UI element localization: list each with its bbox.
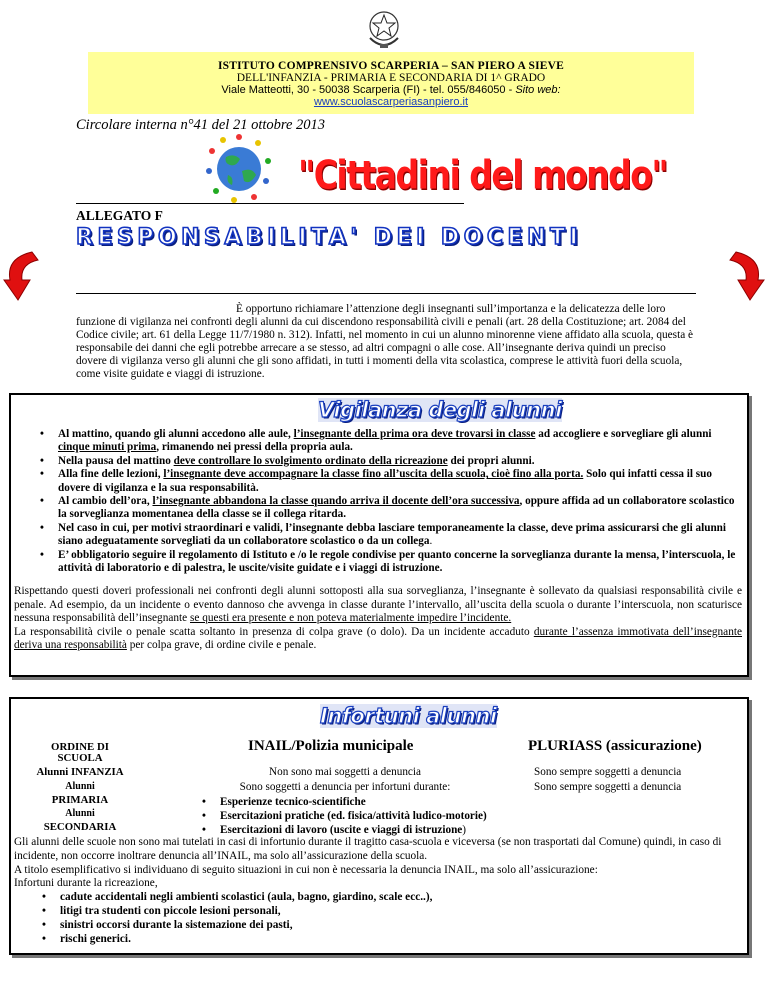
inail-conditions-list — [174, 795, 534, 837]
school-header — [88, 52, 694, 114]
vigilanza-paragraph: Rispettando questi doveri professionali nei confronti degli alunni sottoposti alla sua sorveglianza, l’insegnante è sollevato da qualsiasi responsabilità civile e penale. Ad esempio, da un incidente o evento dannoso che avvenga in classe durante l’intervallo, all’uscita della scuola o durante l’interscuola, non scaturisce nessuna responsabilità dell’insegnante se questi era presente e non poteva materialmente impedire l’incidente. La responsabilità civile o penale scatta soltanto in presenza di colpa grave (o dolo). Da un incidente accaduto durante l’assenza immotivata dell’insegnante deriva una responsabilità per colpa grave, di ordine civile e penale. — [14, 585, 743, 652]
address-text: Viale Matteotti, 30 - 50038 Scarperia (FI) - tel. 055/846050 - — [221, 84, 516, 96]
row-infanzia-inail: Non sono mai soggetti a denuncia — [269, 766, 421, 778]
row-primaria-pluriass: Sono sempre soggetti a denuncia — [534, 781, 682, 793]
website-label: Sito web: — [515, 84, 561, 96]
vigilanza-list — [12, 428, 740, 575]
infortuni-paragraph: Gli alunni delle scuole non sono mai tutelati in casi di infortunio durante il tragitto casa-scuola e viceversa (se non trasportati dal Comune) quindi, in caso di incidente, non occorre inoltrare denuncia all’INAIL, ma solo all’assicurazione della scuola. A titolo esemplificativo si individuano di seguito situazioni in cui non è necessaria la denuncia INAIL, ma solo all’assicurazione: Infortuni durante la ricreazione, — [14, 836, 722, 890]
list-item: • Nella pausa del mattino deve controllare lo svolgimento ordinato della ricreazione dei propri alunni. — [12, 455, 740, 468]
row-label-primaria: Alunni PRIMARIA — [51, 781, 109, 806]
globe-icon — [206, 133, 272, 203]
list-item: • rischi generici. — [14, 933, 714, 947]
infortuni-examples-list — [14, 891, 714, 947]
list-item: • sinistri occorsi durante la sistemazione dei pasti, — [14, 919, 714, 933]
list-item: • Esperienze tecnico-scientifiche — [174, 795, 534, 809]
row-primaria-inail: Sono soggetti a denuncia per infortuni durante: — [239, 781, 451, 793]
list-item: • Al mattino, quando gli alunni accedono alle aule, l’insegnante della prima ora deve trovarsi in classe ad accogliere e sorvegliare gli alunni cinque minuti prima, rimanendo nei pressi della propria aula. — [12, 428, 740, 455]
infortuni-title: Infortuni alunni — [320, 704, 497, 728]
list-item: • Alla fine delle lezioni, l’insegnante deve accompagnare la classe fino all’uscita della scuola, cioè fino alla porta. Solo qui infatti cessa il suo dovere di vigilanza e la sua responsabilità. — [12, 468, 740, 495]
school-address — [88, 84, 694, 96]
divider-line — [76, 203, 464, 204]
list-item: • Al cambio dell’ora, l’insegnante abbandona la classe quando arriva il docente dell’ora successiva, oppure affida ad un collaboratore scolastico la sorveglianza momentanea della classe se il collega ritarda. — [12, 495, 740, 522]
list-item: • cadute accidentali negli ambienti scolastici (aula, bagno, giardino, scale ecc..), — [14, 891, 714, 905]
intro-paragraph — [76, 303, 698, 382]
col-header-pluriass: PLURIASS (assicurazione) — [528, 738, 702, 754]
curved-arrow-left-icon — [2, 250, 58, 302]
main-title: RESPONSABILITA' DEI DOCENTI — [76, 225, 583, 250]
website-link[interactable]: www.scuolascarperiasanpiero.it — [313, 96, 469, 108]
intro-text: È opportuno richiamare l’attenzione degli insegnanti sull’importanza e la delicatezza delle loro funzione di vigilanza nei confronti degli alunni da cui discendono responsabilità civili e penali (art. 28 della Costituzione; art. 2084 del Codice civile; art. 61 della Legge 11/7/1980 n. 312). Infatti, nel momento in cui un alunno minorenne viene affidato alla scuola, questa è responsabile dei danni che egli potrebbe arrecare a se stesso, ad altri compagni o alle cose. All’insegnante deriva quindi un preciso dovere di vigilanza verso gli alunni che gli sono affidati, in tutti i momenti della vita scolastica, comprese le attività fuori della scuola, come visite guidate e viaggi di istruzione. — [76, 303, 694, 381]
row-label-infanzia: Alunni INFANZIA — [36, 766, 124, 778]
divider-line-2 — [76, 293, 696, 294]
list-item: • Nel caso in cui, per motivi straordinari e validi, l’insegnante debba lasciare temporaneamente la classe, deve prima assicurarsi che gli alunni siano adeguatamente sorvegliati da un collaboratore scolastico o da un collega. — [12, 522, 740, 549]
list-item: • E’ obbligatorio seguire il regolamento di Istituto e /o le regole condivise per quanto concerne la sorveglianza durante la mensa, l’interscuola, le attività di laboratorio e di palestra, le uscite/visite guidate e i viaggi di istruzione. — [12, 549, 740, 576]
vigilanza-title: Vigilanza degli alunni — [318, 398, 562, 422]
banner-title: "Cittadini del mondo" — [298, 152, 668, 199]
col-header-ordine: ORDINE DI SCUOLA — [51, 741, 109, 764]
republic-emblem-icon — [364, 8, 404, 52]
list-item: • Esercitazioni pratiche (ed. fisica/attività ludico-motorie) — [174, 809, 534, 823]
circolare-line: Circolare interna n°41 del 21 ottobre 2013 — [76, 117, 326, 133]
school-name: ISTITUTO COMPRENSIVO SCARPERIA – SAN PIERO A SIEVE — [217, 60, 564, 72]
list-item: • litigi tra studenti con piccole lesioni personali, — [14, 905, 714, 919]
allegato-label: ALLEGATO F — [76, 208, 163, 223]
row-label-secondaria: Alunni SECONDARIA — [43, 808, 117, 833]
curved-arrow-right-icon — [710, 250, 766, 302]
row-infanzia-pluriass: Sono sempre soggetti a denuncia — [534, 766, 682, 778]
list-item: • Esercitazioni di lavoro (uscite e viaggi di istruzione) — [174, 823, 534, 837]
col-header-inail: INAIL/Polizia municipale — [248, 738, 414, 754]
school-levels: DELL'INFANZIA - PRIMARIA E SECONDARIA DI 1^ GRADO — [236, 72, 546, 84]
